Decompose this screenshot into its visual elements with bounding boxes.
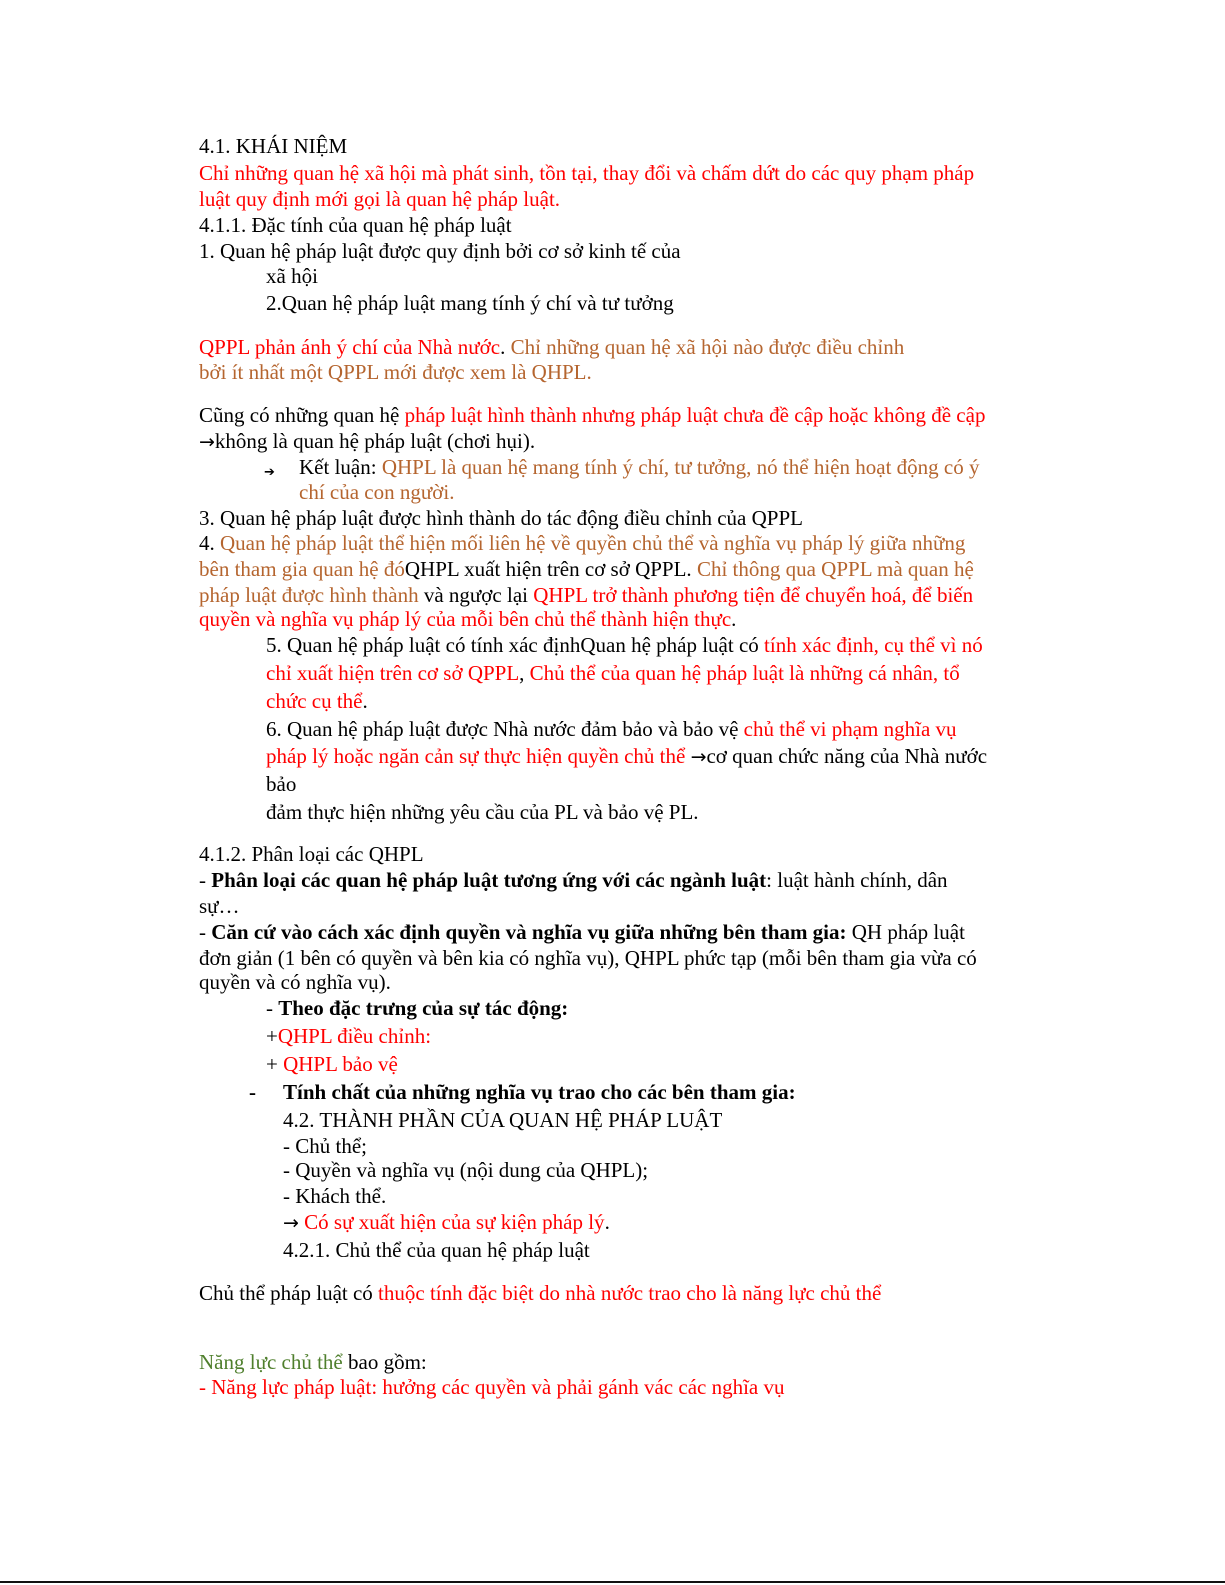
component-subject (283, 1133, 367, 1159)
property-6-line-3 (266, 771, 296, 797)
classification-1-rest-text: : luật hành chính, dân (766, 868, 948, 892)
classification-3-a-plus: + (266, 1024, 278, 1048)
classification-2-dash: - (199, 920, 212, 944)
property-4-line-3 (199, 582, 973, 608)
classification-3-a (266, 1023, 431, 1049)
heading-4-1-1-text: 4.1.1. Đặc tính của quan hệ pháp luật (199, 213, 512, 237)
classification-3-a-text: QHPL điều chỉnh: (277, 1024, 432, 1048)
component-rights-text: - Quyền và nghĩa vụ (nội dung của QHPL); (283, 1158, 649, 1182)
property-6-text-3: bảo (266, 772, 297, 796)
property-5-line-1 (266, 632, 983, 658)
property-4-line-1 (199, 530, 965, 556)
property-3 (199, 505, 803, 531)
classification-4-dash-text: - (249, 1080, 256, 1104)
conclusion-brown-text-2: chí của con người. (299, 480, 455, 504)
property-4-brown-text-2: bên tham gia quan hệ đó (199, 557, 405, 581)
legal-capacity-text: - Năng lực pháp luật: hưởng các quyền và phải gánh vác các nghĩa vụ (199, 1375, 785, 1399)
property-1-text-1: 1. Quan hệ pháp luật được quy định bởi cơ sở kinh tế của (199, 239, 681, 263)
property-5-black-text: 5. Quan hệ pháp luật có tính xác địnhQuan hệ pháp luật có (266, 633, 765, 657)
arrow-right-icon: → (283, 1212, 299, 1234)
conclusion-line-2 (299, 479, 454, 505)
khong-la-line (199, 428, 535, 455)
property-5-dot: . (362, 689, 368, 713)
property-3-text: 3. Quan hệ pháp luật được hình thành do tác động điều chỉnh của QPPL (199, 506, 803, 530)
page-bottom-border (0, 1581, 1225, 1583)
heading-4-1-2 (199, 841, 424, 867)
conclusion-line-1 (299, 454, 979, 480)
property-5-line-2 (266, 660, 960, 686)
component-object (283, 1183, 386, 1209)
definition-line-2 (199, 186, 560, 212)
capacity-includes-line (199, 1349, 427, 1375)
component-object-text: - Khách thể. (283, 1184, 387, 1208)
property-5-red-text-3: chức cụ thể (266, 689, 363, 713)
heading-4-2-text: 4.2. THÀNH PHẦN CỦA QUAN HỆ PHÁP LUẬT (283, 1108, 723, 1132)
subject-capacity-red: thuộc tính đặc biệt do nhà nước trao cho là năng lực chủ thể (378, 1281, 882, 1305)
property-1-text-2: xã hội (266, 264, 318, 288)
classification-4-dash (249, 1079, 256, 1105)
classification-1-bold-text: Phân loại các quan hệ pháp luật tương ứng với các ngành luật (211, 868, 767, 892)
property-5-comma: , (519, 661, 530, 685)
classification-1-dash: - (199, 868, 212, 892)
arrow-right-icon: → (199, 431, 215, 453)
property-1-line-2 (266, 263, 318, 289)
definition-text-1: Chỉ những quan hệ xã hội mà phát sinh, tồn tại, thay đổi và chấm dứt do các quy phạm pháp (199, 161, 975, 185)
classification-3-b-text: QHPL bảo vệ (283, 1052, 398, 1076)
cung-black-text: Cũng có những quan hệ (199, 403, 405, 427)
heading-4-1-2-text: 4.1.2. Phân loại các QHPL (199, 842, 424, 866)
property-6-line-2 (266, 743, 987, 770)
legal-event-dot: . (604, 1210, 610, 1234)
legal-capacity-line (199, 1374, 785, 1400)
property-4-number: 4. (199, 531, 220, 555)
cung-red-text: pháp luật hình thành nhưng pháp luật chưa đề cập hoặc không đề cập (404, 403, 986, 427)
property-6-text-4: đảm thực hiện những yêu cầu của PL và bảo vệ PL. (266, 800, 699, 824)
property-4-brown-text-1: Quan hệ pháp luật thể hiện mối liên hệ về quyền chủ thể và nghĩa vụ pháp lý giữa những (220, 531, 966, 555)
property-4-black-text-3: và ngược lại (418, 583, 534, 607)
component-rights (283, 1157, 648, 1183)
property-6-red-text-1: chủ thể vi phạm nghĩa vụ (743, 717, 957, 741)
heading-4-1 (199, 133, 347, 159)
classification-1-line-2 (199, 893, 240, 919)
definition-text-2: luật quy định mới gọi là quan hệ pháp luật. (199, 187, 561, 211)
classification-1-line-1 (199, 867, 948, 893)
subject-capacity-line (199, 1280, 881, 1306)
component-subject-text: - Chủ thể; (283, 1134, 367, 1158)
property-6-line-1 (266, 716, 957, 742)
conclusion-label: Kết luận: (299, 455, 382, 479)
property-1-line-1 (199, 238, 681, 264)
property-6-line-4 (266, 799, 699, 825)
qppl-dot: . (500, 335, 506, 359)
property-5-red-text-2b: Chủ thể của quan hệ pháp luật là những cá nhân, tổ (529, 661, 960, 685)
legal-event-text: Có sự xuất hiện của sự kiện pháp lý (304, 1210, 605, 1234)
heading-4-1-1 (199, 212, 512, 238)
property-4-line-4 (199, 606, 736, 632)
qppl-red-text: QPPL phản ánh ý chí của Nhà nước (199, 335, 501, 359)
capacity-black-text: bao gồm: (342, 1350, 427, 1374)
qppl-line-2 (199, 359, 592, 385)
qppl-line-1 (199, 334, 904, 360)
arrow-right-icon: → (690, 746, 707, 768)
heading-4-2-1-text: 4.2.1. Chủ thể của quan hệ pháp luật (283, 1238, 590, 1262)
classification-3-b (266, 1051, 398, 1077)
conclusion-brown-text-1: QHPL là quan hệ mang tính ý chí, tư tưởng, nó thể hiện hoạt động có ý (381, 455, 980, 479)
heading-4-1-text: 4.1. KHÁI NIỆM (199, 134, 348, 158)
property-5-red-text-1: tính xác định, cụ thể vì nó (764, 633, 983, 657)
property-6-black-text: 6. Quan hệ pháp luật được Nhà nước đảm bảo và bảo vệ (266, 717, 744, 741)
classification-4 (283, 1079, 796, 1105)
qppl-brown-text-2: bởi ít nhất một QPPL mới được xem là QHPL. (199, 360, 592, 384)
arrow-bullet-icon: ➔ (264, 465, 275, 480)
classification-4-bold-text: Tính chất của những nghĩa vụ trao cho các bên tham gia: (283, 1080, 796, 1104)
property-4-red-text-4: quyền và nghĩa vụ pháp lý của mỗi bên chủ thể thành hiện thực (199, 607, 732, 631)
property-2 (266, 290, 674, 316)
property-6-red-text-2: pháp lý hoặc ngăn cản sự thực hiện quyền chủ thể (266, 744, 691, 768)
classification-2-line-2 (199, 945, 977, 971)
capacity-green-text: Năng lực chủ thể (199, 1350, 343, 1374)
classification-2-line-1 (199, 919, 965, 945)
property-5-line-3 (266, 688, 368, 714)
classification-2-text-3: quyền và có nghĩa vụ). (199, 970, 391, 994)
conclusion-bullet (264, 456, 275, 486)
property-6-black-text-2: cơ quan chức năng của Nhà nước (706, 744, 988, 768)
property-4-brown-text-3: pháp luật được hình thành (199, 583, 419, 607)
definition-line-1 (199, 160, 974, 186)
classification-3-dash: - (266, 996, 279, 1020)
property-4-red-text-3: QHPL trở thành phương tiện để chuyển hoá, để biến (533, 583, 974, 607)
cung-line (199, 402, 985, 428)
heading-4-2-1 (283, 1237, 590, 1263)
classification-2-rest-text: QH pháp luật (846, 920, 965, 944)
property-4-brown-text-2b: Chỉ thông qua QPPL mà quan hệ (696, 557, 974, 581)
khong-la-text: không là quan hệ pháp luật (chơi hụi). (214, 429, 536, 453)
legal-event-line (283, 1209, 610, 1236)
classification-2-line-3 (199, 969, 391, 995)
property-5-red-text-2: chỉ xuất hiện trên cơ sở QPPL (266, 661, 520, 685)
classification-3 (266, 995, 568, 1021)
classification-3-b-plus: + (266, 1052, 284, 1076)
property-2-text: 2.Quan hệ pháp luật mang tính ý chí và tư tưởng (266, 291, 674, 315)
property-4-black-text-2: QHPL xuất hiện trên cơ sở QPPL. (404, 557, 697, 581)
subject-capacity-black: Chủ thể pháp luật có (199, 1281, 379, 1305)
property-4-line-2 (199, 556, 974, 582)
heading-4-2 (283, 1107, 722, 1133)
classification-1-text-2: sự… (199, 894, 240, 918)
classification-2-bold-text: Căn cứ vào cách xác định quyền và nghĩa vụ giữa những bên tham gia: (211, 920, 847, 944)
classification-3-bold-text: Theo đặc trưng của sự tác động: (278, 996, 569, 1020)
property-4-dot: . (731, 607, 737, 631)
qppl-brown-text-1: Chỉ những quan hệ xã hội nào được điều chỉnh (505, 335, 905, 359)
classification-2-text-2: đơn giản (1 bên có quyền và bên kia có nghĩa vụ), QHPL phức tạp (mỗi bên tham gia vừa có (199, 946, 977, 970)
